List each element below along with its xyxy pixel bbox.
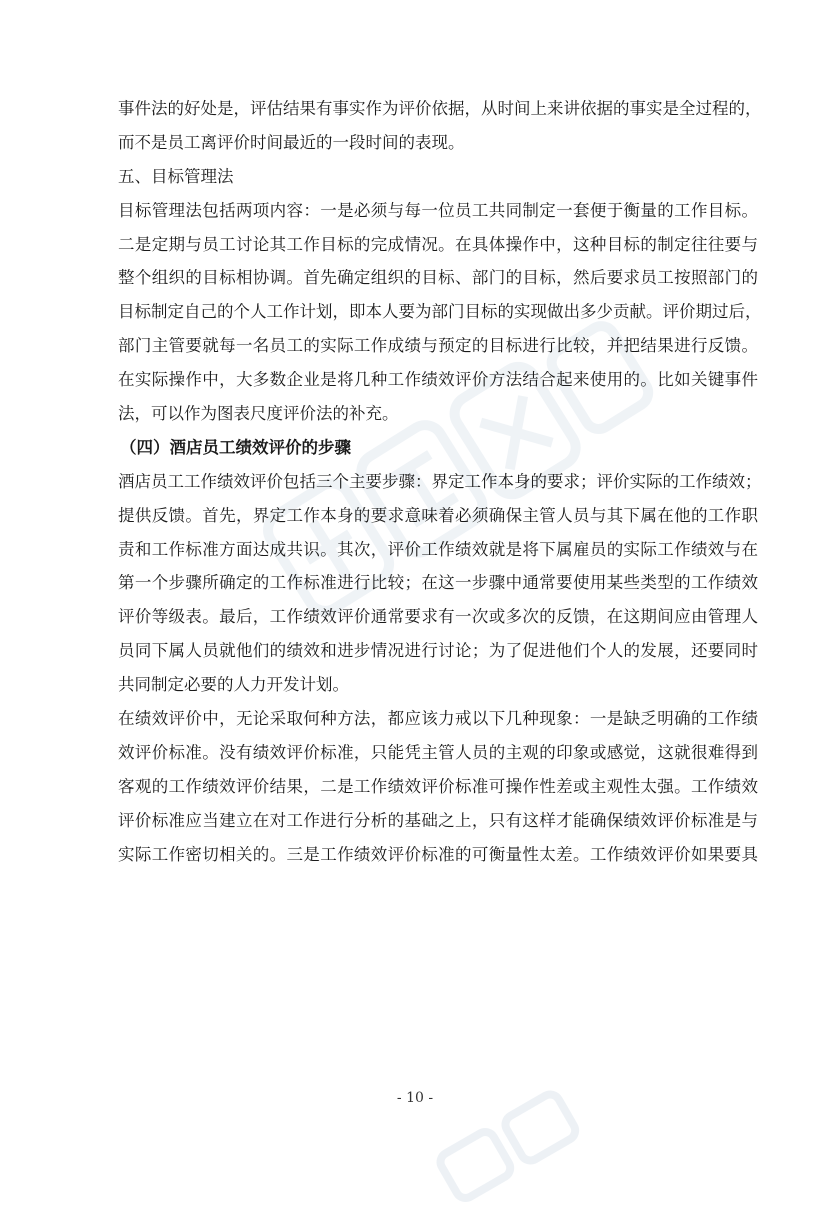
text-line: 提供反馈。首先，界定工作本身的要求意味着必须确保主管人员与其下属在他的工作职 <box>118 505 758 525</box>
text-line: 二是定期与员工讨论其工作目标的完成情况。在具体操作中，这种目标的制定往往要与 <box>118 234 758 254</box>
text-line: 责和工作标准方面达成共识。其次，评价工作绩效就是将下属雇员的实际工作绩效与在 <box>118 539 758 559</box>
text-line: 共同制定必要的人力开发计划。 <box>118 675 349 695</box>
section-heading-evaluation-steps: （四）酒店员工绩效评价的步骤 <box>120 437 351 457</box>
text-line: 整个组织的目标相协调。首先确定组织的目标、部门的目标，然后要求员工按照部门的 <box>118 268 758 288</box>
page-number: - 10 - <box>396 1090 434 1106</box>
text-line: 而不是员工离评价时间最近的一段时间的表现。 <box>118 132 465 152</box>
text-line: 事件法的好处是，评估结果有事实作为评价依据，从时间上来讲依据的事实是全过程的， <box>118 99 762 118</box>
text-line: 法，可以作为图表尺度评价法的补充。 <box>118 404 399 424</box>
text-line: 客观的工作绩效评价结果，二是工作绩效评价标准可操作性差或主观性太强。工作绩效 <box>118 776 758 796</box>
text-line: 部门主管要就每一名员工的实际工作成绩与预定的目标进行比较，并把结果进行反馈。 <box>118 336 758 356</box>
text-line: 评价等级表。最后，工作绩效评价通常要求有一次或多次的反馈，在这期间应由管理人 <box>118 607 758 627</box>
text-line: 评价标准应当建立在对工作进行分析的基础之上，只有这样才能确保绩效评价标准是与 <box>118 810 758 830</box>
text-line: 在实际操作中，大多数企业是将几种工作绩效评价方法结合起来使用的。比如关键事件 <box>118 370 758 390</box>
text-line: 第一个步骤所确定的工作标准进行比较；在这一步骤中通常要使用某些类型的工作绩效 <box>118 573 758 593</box>
text-line: 在绩效评价中，无论采取何种方法，都应该力戒以下几种现象：一是缺乏明确的工作绩 <box>118 709 758 729</box>
section-heading-objectives: 五、目标管理法 <box>118 166 234 186</box>
text-line: 目标制定自己的个人工作计划，即本人要为部门目标的实现做出多少贡献。评价期过后， <box>118 302 762 322</box>
text-line: 酒店员工工作绩效评价包括三个主要步骤：界定工作本身的要求；评价实际的工作绩效； <box>118 471 762 491</box>
text-line: 员同下属人员就他们的绩效和进步情况进行讨论；为了促进他们个人的发展，还要同时 <box>118 641 758 661</box>
text-line: 目标管理法包括两项内容：一是必须与每一位员工共同制定一套便于衡量的工作目标。 <box>118 200 758 220</box>
text-line: 实际工作密切相关的。三是工作绩效评价标准的可衡量性太差。工作绩效评价如果要具 <box>118 844 758 864</box>
document-body <box>118 92 762 871</box>
text-line: 效评价标准。没有绩效评价标准，只能凭主管人员的主观的印象或感觉，这就很难得到 <box>118 742 758 762</box>
